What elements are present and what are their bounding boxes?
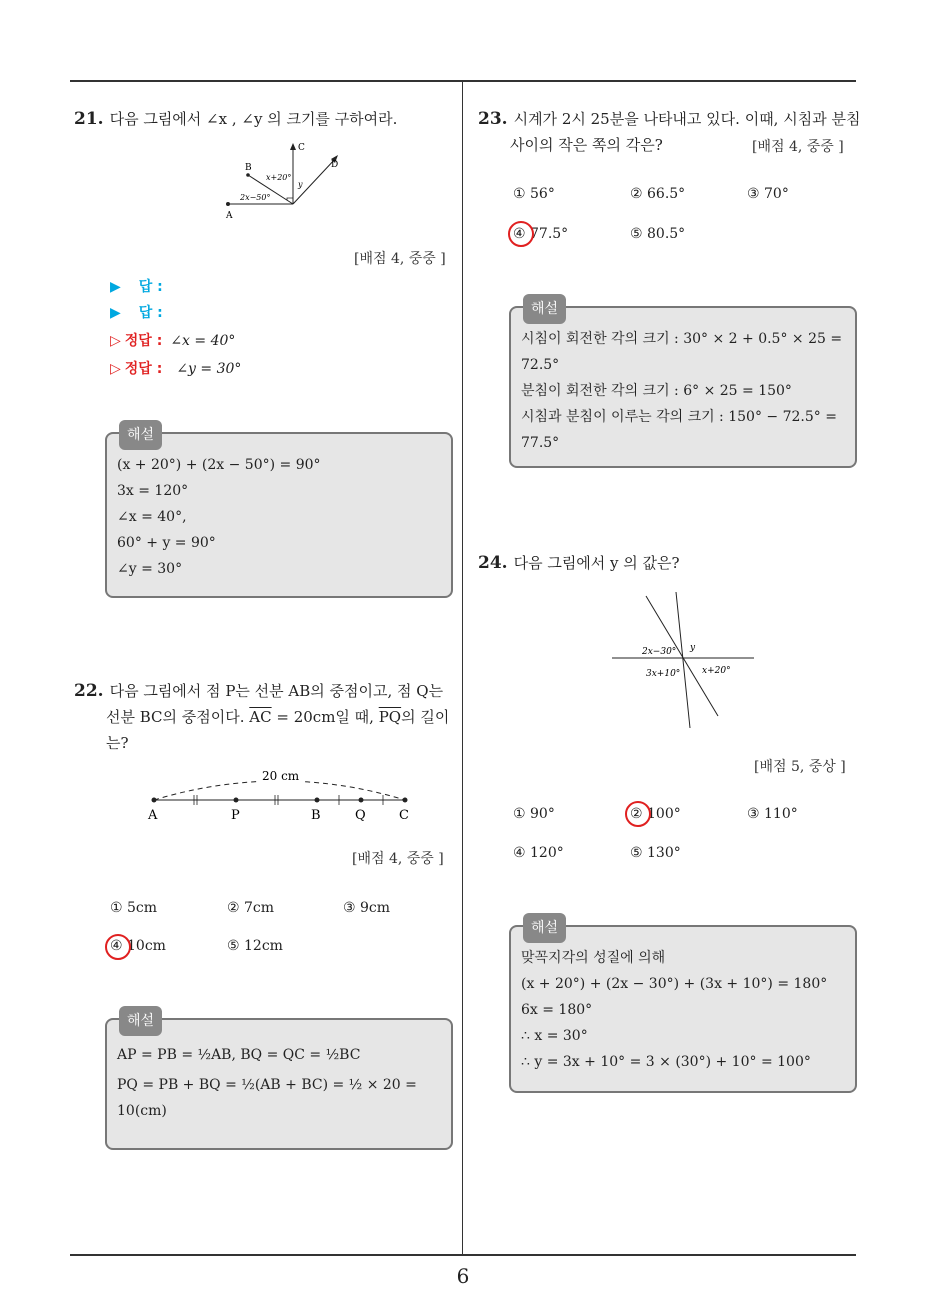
choice-5[interactable]: ⑤ 80.5° — [630, 226, 686, 242]
point-C: C — [399, 808, 409, 823]
label-D: D — [331, 160, 339, 170]
angle-label-3: 3x+10° — [646, 669, 681, 679]
triangle-outline-icon: ▷ — [110, 333, 121, 349]
q22-explanation: 해설 AP = PB = ½AB, BQ = QC = ½BC PQ = PB + BQ = ½(AB + BC) = ½ × 20 = 10(cm) — [105, 1018, 453, 1150]
choice-5[interactable]: ⑤ 130° — [630, 845, 681, 861]
bottom-rule — [70, 1254, 856, 1256]
angle-label-1: x+20° — [266, 173, 292, 182]
choice-1[interactable]: ① 90° — [513, 806, 555, 822]
answer-circle-mark — [105, 934, 131, 960]
choice-3[interactable]: ③ 70° — [747, 186, 789, 202]
q21-correct-1: ▷ 정답 : ∠x = 40° — [110, 333, 236, 349]
column-divider — [462, 82, 463, 1254]
point-P: P — [231, 808, 240, 823]
point-B: B — [311, 808, 321, 823]
question-22: 22. 다음 그림에서 점 P는 선분 AB의 중점이고, 점 Q는 선분 BC의 중점이다. $\overline{AC} = 20cm$일 때, $\overline{PQ}$의 길이 는? — [74, 681, 450, 752]
label-B: B — [245, 163, 252, 173]
q22-meta: [배점 4, 중중 ] — [352, 851, 444, 867]
explanation-tag: 해설 — [119, 1006, 162, 1036]
q21-explanation: 해설 (x + 20°) + (2x − 50°) = 90° 3x = 120° ∠x = 40°, 60° + y = 90° ∠y = 30° — [105, 432, 453, 598]
label-A: A — [226, 211, 233, 221]
question-number: 23. — [478, 109, 508, 129]
triangle-icon: ▶ — [110, 305, 121, 321]
question-23: 23. 시계가 2시 25분을 나타내고 있다. 이때, 시침과 분침 사이의 작은 쪽의 각은? — [478, 109, 861, 154]
angle-label-2: y — [298, 180, 303, 189]
q21-meta: [배점 4, 중중 ] — [354, 251, 446, 267]
choice-2[interactable]: ② 7cm — [227, 900, 275, 916]
choice-5[interactable]: ⑤ 12cm — [227, 938, 283, 954]
choice-4[interactable]: ④ 10cm — [110, 938, 166, 954]
angle-label-3: 2x−50° — [240, 193, 271, 202]
choice-4[interactable]: ④ 120° — [513, 845, 564, 861]
q21-correct-2: ▷ 정답 : ∠y = 30° — [110, 361, 242, 377]
triangle-icon: ▶ — [110, 279, 121, 295]
q24-meta: [배점 5, 중상 ] — [754, 759, 846, 775]
question-number: 24. — [478, 553, 508, 573]
answer-circle-mark — [625, 801, 651, 827]
q22-figure — [140, 764, 420, 826]
choice-1[interactable]: ① 5cm — [110, 900, 158, 916]
q24-explanation: 해설 맞꼭지각의 성질에 의해 (x + 20°) + (2x − 30°) + (3x + 10°) = 180° 6x = 180° ∴ x = 30° ∴ y = 3x + 10° = 3 × (30°) + 10° = 100° — [509, 925, 857, 1093]
angle-label-2: y — [690, 643, 696, 653]
question-number: 21. — [74, 109, 104, 129]
angle-label-1: 2x−30° — [642, 647, 677, 657]
explanation-tag: 해설 — [523, 294, 566, 324]
q24-figure — [610, 588, 760, 736]
question-number: 22. — [74, 681, 104, 701]
triangle-outline-icon: ▷ — [110, 361, 121, 377]
question-text: 다음 그림에서 ∠x , ∠y 의 크기를 구하여라. — [109, 110, 398, 128]
q21-answer-2: ▶ 답 : — [110, 305, 163, 321]
point-A: A — [148, 808, 158, 823]
distance-label: 20 cm — [262, 769, 300, 783]
point-Q: Q — [355, 808, 366, 823]
q23-explanation: 해설 시침이 회전한 각의 크기 : 30° × 2 + 0.5° × 25 = 72.5° 분침이 회전한 각의 크기 : 6° × 25 = 150° 시침과 분침이 이루는 각의 크기 : 150° − 72.5° = 77.5° — [509, 306, 857, 468]
choice-4[interactable]: ④ 77.5° — [513, 226, 569, 242]
choice-2[interactable]: ② 100° — [630, 806, 681, 822]
angle-label-4: x+20° — [702, 666, 731, 676]
answer-circle-mark — [508, 221, 534, 247]
choice-3[interactable]: ③ 110° — [747, 806, 798, 822]
choice-2[interactable]: ② 66.5° — [630, 186, 686, 202]
q23-meta: [배점 4, 중중 ] — [752, 139, 844, 155]
question-21 — [74, 106, 454, 132]
q21-answer-1: ▶ 답 : — [110, 279, 163, 295]
question-24 — [478, 550, 863, 576]
top-rule — [70, 80, 856, 82]
choice-1[interactable]: ① 56° — [513, 186, 555, 202]
choice-3[interactable]: ③ 9cm — [343, 900, 391, 916]
q21-figure — [218, 140, 348, 225]
question-text: 다음 그림에서 y 의 값은? — [513, 554, 680, 572]
explanation-tag: 해설 — [523, 913, 566, 943]
explanation-tag: 해설 — [119, 420, 162, 450]
page-number: 6 — [456, 1264, 470, 1288]
label-C: C — [298, 143, 305, 153]
